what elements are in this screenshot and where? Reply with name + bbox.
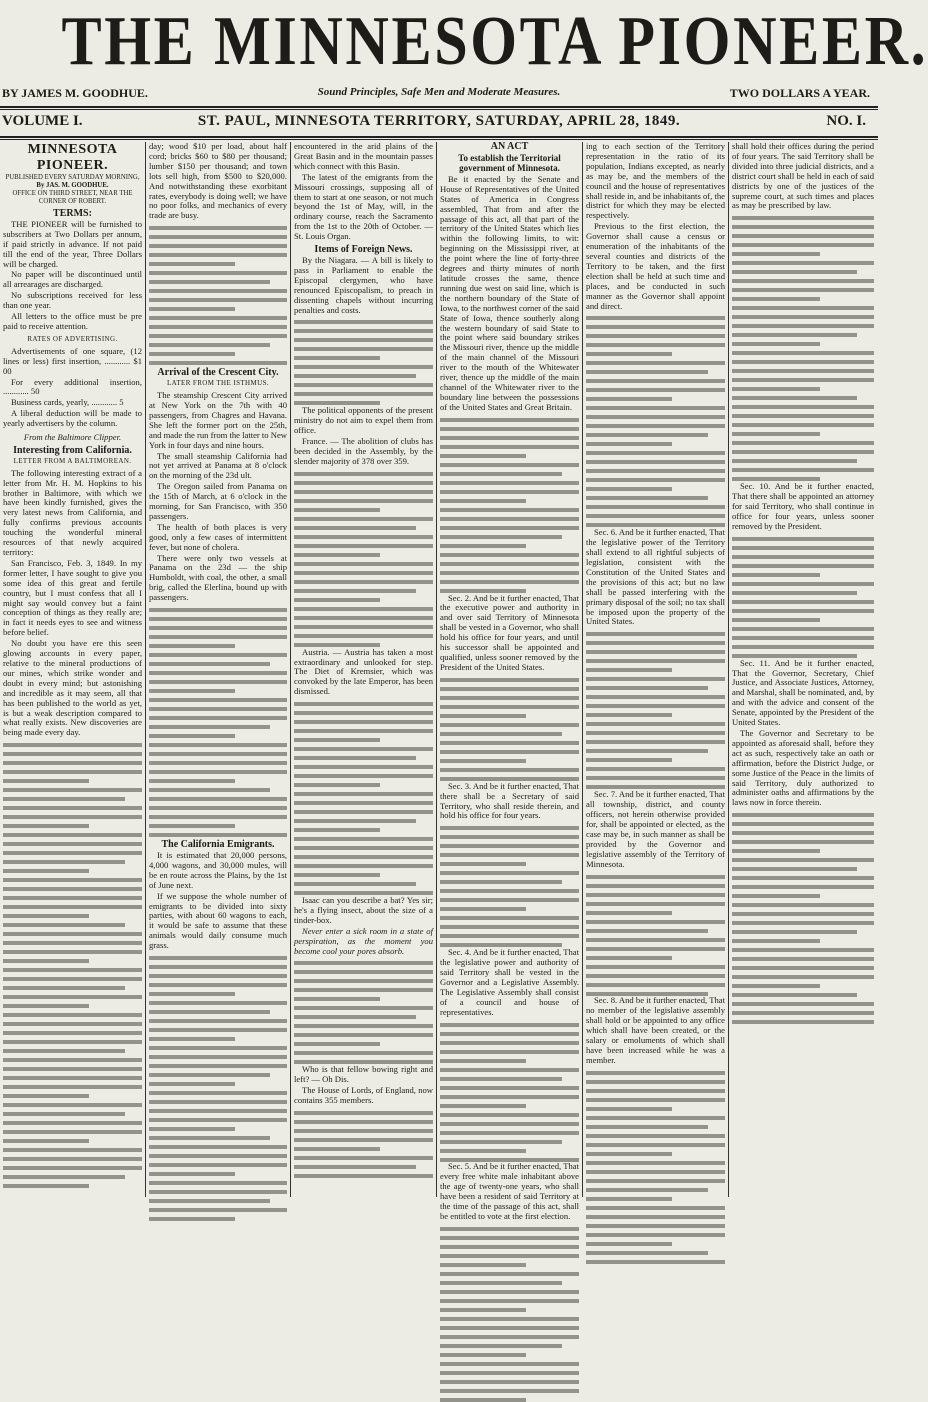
article-paragraph: The following interesting extract of a letter from Mr. H. M. Hopkins to his brother in Baltimore, with which we have been kindly furnished, gives the very latest news from California, and fully confirms previous accounts touching the wonderful mineral resources of that newly acquired territory:	[3, 467, 142, 557]
office-address: OFFICE ON THIRD STREET, NEAR THE CORNER OF ROBERT.	[12, 190, 133, 205]
rates-item: Advertisements of one square, (12 lines or less) first insertion, ............ $1 00	[3, 345, 142, 376]
article-paragraph: The Oregon sailed from Panama on the 15th of March, at 6 o'clock in the morning, for San Francisco, with 350 passengers.	[149, 481, 287, 521]
article-paragraph: By the Niagara. — A bill is likely to pass in Parliament to enable the Episcopal clergymen, who have renounced Episcopalism, to preach in dissenting chapels without incurring penalties and costs.	[294, 254, 433, 315]
text-lines	[294, 702, 433, 895]
column-3	[294, 142, 433, 1197]
act-heading: AN ACT	[490, 141, 529, 152]
article-paragraph: The small steamship California had not yet arrived at Panama at 8 o'clock on the morning of the 23d ult.	[149, 450, 287, 481]
text-lines	[732, 813, 874, 1024]
article-headline: Arrival of the Crescent City.	[157, 367, 279, 379]
article-headline: Items of Foreign News.	[314, 244, 413, 256]
act-section: Sec. 6. And be it further enacted, That the legislative power of the Territory shall extend to all rightful subjects of legislation, consistent with the Constitution of the United States and the provisions of this act; but no law shall be passed interfering with the primary disposal of the soil; no tax shall be imposed upon the property of the United States.	[586, 527, 725, 627]
terms-heading: TERMS:	[53, 208, 92, 219]
masthead-rule-bottom	[0, 109, 878, 110]
act-section: Be it enacted by the Senate and House of Representatives of the United States of America in Congress assembled, That from and after the passage of this act, all that part of the territory of the United States which lies within the following limits, to wit: beginning on the Mississippi river, at the point where the line of forty-three degrees and thirty minutes of north latitude crosses the same, thence running due west on said line, which is the northern boundary of the State of Iowa, to the northwest corner of the said State of Iowa, thence southerly along the western boundary of said State to the point where said boundary strikes the Missouri river, thence up the middle of the main channel of the Missouri river to the mouth of the Whitewater river, thence up the middle of the main channel of the Whitewater river to the boundary line between the possessions of the United States and Great Britain.	[440, 173, 579, 412]
article-paragraph: If we suppose the whole number of emigrants to be divided into sixty parties, with about 60 wagons to each, it would be safe to assume that these animals would daily consume much grass.	[149, 890, 287, 951]
article-headline: Interesting from California.	[13, 444, 132, 456]
article-paragraph: Who is that fellow bowing right and left? — Oh Dis.	[294, 1064, 433, 1085]
act-section: Sec. 5. And be it further enacted, That every free white male inhabitant above the age of twenty-one years, who shall have been a resident of said Territory at the time of the passage of this act, shall be entitled to vote at the first election.	[440, 1161, 579, 1221]
text-lines	[149, 608, 287, 837]
text-lines	[440, 418, 579, 593]
published-line: PUBLISHED EVERY SATURDAY MORNING,	[5, 174, 140, 181]
motto: Sound Principles, Safe Men and Moderate Measures.	[317, 86, 561, 98]
act-section: Sec. 4. And be it further enacted, That the legislative power and authority of said Territory shall be vested in the Governor and a Legislative Assembly. The Legislative Assembly shall consist of a council and house of representatives.	[440, 947, 579, 1017]
text-lines	[586, 875, 725, 996]
column-1	[3, 142, 142, 1197]
text-lines	[440, 1023, 579, 1162]
dateline: ST. PAUL, MINNESOTA TERRITORY, SATURDAY, APRIL 28, 1849.	[197, 113, 681, 129]
paper-name: MINNESOTA PIONEER.	[27, 142, 118, 173]
article-paragraph: The House of Lords, of England, now contains 355 members.	[294, 1085, 433, 1106]
column-divider	[436, 142, 437, 1197]
column-6	[732, 142, 874, 1197]
text-lines	[440, 826, 579, 947]
act-section: Sec. 3. And be it further enacted, That there shall be a Secretary of said Territory, who shall reside therein, and hold his office for four years.	[440, 780, 579, 821]
column-divider	[582, 142, 583, 1197]
act-section: Sec. 7. And be it further enacted, That all township, district, and county officers, not herein otherwise provided for, shall be appointed or elected, as the case may be, in such manner as shall be provided by the Governor and legislative assembly of the Territory of Minnesota.	[586, 789, 725, 869]
act-section: The Governor and Secretary to be appointed as aforesaid shall, before they act as such, respectively take an oath or affirmation, before the District Judge, or some Justice of the Peace in the limits of said Territory, duly authorized to administer oaths and affirmations by the laws now in force therein.	[732, 728, 874, 808]
published-by: By JAS. M. GOODHUE.	[36, 182, 109, 189]
act-subheading: To establish the Territorial government of Minnesota.	[458, 152, 561, 173]
column-divider	[145, 142, 146, 1197]
article-paragraph: Isaac can you describe a bat? Yes sir; he's a flying insect, about the size of a tinder-box.	[294, 895, 433, 925]
text-lines	[586, 632, 725, 789]
article-paragraph: The health of both places is very good, only a few cases of intermittent fever, but none of cholera.	[149, 521, 287, 552]
rates-item: A liberal deduction will be made to yearly advertisers by the column.	[3, 408, 142, 429]
article-paragraph: Austria. — Austria has taken a most extraordinary and unlooked for step. The Diet of Kremsier, which was convoked by the late Emperor, has been dismissed.	[294, 646, 433, 697]
masthead-rule-top	[0, 106, 878, 108]
rates-item: For every additional insertion, ............ 50	[3, 376, 142, 397]
terms-item: All letters to the office must be pre paid to receive attention.	[3, 311, 142, 331]
act-section: Sec. 8. And be it further enacted, That no member of the legislative assembly shall hold or be appointed to any office which shall have been created, or the salary or emoluments of which shall have been increased while he was a member.	[586, 995, 725, 1065]
text-lines	[149, 956, 287, 1221]
text-lines	[440, 678, 579, 781]
article-subhead: LETTER FROM A BALTIMOREAN.	[13, 456, 132, 465]
terms-item: No subscriptions received for less than one year.	[3, 290, 142, 311]
act-section: ing to each section of the Territory representation in the ratio of its population, Indians excepted, as nearly as may be, and the members of the council and the house of representatives shall reside in, and be inhabitants of, the district for which they may be elected respectively.	[586, 141, 725, 221]
column-4	[440, 141, 579, 1221]
dateline-rule	[0, 136, 878, 138]
text-lines	[294, 961, 433, 1064]
text-lines	[732, 216, 874, 481]
column-2	[149, 142, 287, 1197]
text-lines	[294, 1111, 433, 1178]
text-lines	[440, 1227, 579, 1402]
source-credit: From the Baltimore Clipper.	[23, 432, 122, 443]
article-paragraph: It is estimated that 20,000 persons, 4,000 wagons, and 30,000 mules, will be en route across the Plains, by the 1st of June next.	[149, 850, 287, 890]
text-lines	[294, 320, 433, 405]
article-paragraph: The latest of the emigrants from the Missouri crossings, supposing all of them to start at one season, or not much beyond the 1st of May, will, in the ordinary course, reach the Sacramento from the 1st to the 20th of October. — St. Louis Organ.	[294, 171, 433, 242]
act-section: Sec. 11. And be it further enacted, That the Governor, Secretary, Chief Justice, and Associate Justices, Attorney, and Marshal, shall be nominated, and, by and with the advice and consent of the Senate, appointed by the President of the United States.	[732, 657, 874, 728]
act-section: Previous to the first election, the Governor shall cause a census or enumeration of the inhabitants of the several counties and districts of the Territory to be taken, and the first election shall be held at such time and places, and be conducted in such manner as the Governor shall appoint and direct.	[586, 221, 725, 311]
dateline-rule-thin	[0, 139, 878, 140]
article-paragraph: No doubt you have ere this seen glowing accounts in every paper, relative to the mineral productions of our mines, which strike wonder and doubt in every mind; but astonishing and incredible as it may seem, all that has been published to the world as yet, is but a weak description compared to what really exists. New discoveries are being made every day.	[3, 638, 142, 738]
article-subhead: LATER FROM THE ISTHMUS.	[166, 379, 270, 388]
column-divider	[290, 142, 291, 1197]
rates-heading: RATES OF ADVERTISING.	[27, 334, 118, 343]
publisher-line: BY JAMES M. GOODHUE.	[2, 86, 148, 100]
article-paragraph: There were only two vessels at Panama on the 23d — the ship Humboldt, with coal, the other, a small brig, called the Elerlina, bound up with passengers.	[149, 552, 287, 603]
terms-item: THE PIONEER will be furnished to subscribers at Two Dollars per annum, if paid strictly in advance. If not paid till the end of the year, Three Dollars will be charged.	[3, 218, 142, 269]
article-paragraph: San Francisco, Feb. 3, 1849. In my former letter, I have sought to give you some idea of this great and fertile country, but I must confess that all I might say would convey but a faint conception of things as they really are; in fact it needs eyes to see and witness before belief.	[3, 557, 142, 638]
text-lines	[3, 743, 142, 1188]
article-paragraph: Never enter a sick room in a state of perspiration, as the moment you become cool your pores absorb.	[294, 925, 433, 956]
article-paragraph: France. — The abolition of clubs has been decided in the Assembly, by the slender majority of 378 over 359.	[294, 436, 433, 466]
terms-item: No paper will be discontinued until all arrearages are discharged.	[3, 269, 142, 290]
act-section: Sec. 2. And be it further enacted, That the executive power and authority in and over said Territory of Minnesota shall be vested in a Governor, who shall hold his office for four years, and until his successor shall be appointed and qualified, unless sooner removed by the President of the United States.	[440, 592, 579, 672]
act-section: shall hold their offices during the period of four years. The said Territory shall be divided into three judicial districts, and a district court shall be held in each of said districts by one of the justices of the supreme court, at such times and places as may be prescribed by law.	[732, 141, 874, 211]
article-paragraph: The steamship Crescent City arrived at New York on the 7th with 40 passengers, from Chagres and Havana. She left the former port on the 25th, and made the run from the latter to New York in four days and nine hours.	[149, 390, 287, 450]
article-paragraph: day; wood $10 per load, about half cord; bricks $60 to $80 per thousand; lumber $150 per thousand; and town lots sell high, from $500 to $20,000. And notwithstanding these exorbitant rates, everybody is doing well; we have no poor folks, and mechanics of every trade are busy.	[149, 141, 287, 221]
text-lines	[586, 1071, 725, 1264]
volume-label: VOLUME I.	[2, 113, 83, 129]
column-divider	[728, 142, 729, 1197]
act-section: Sec. 10. And be it further enacted, That there shall be appointed an attorney for said Territory, who shall continue in office for four years, unless sooner removed by the President.	[732, 481, 874, 531]
price-line: TWO DOLLARS A YEAR.	[729, 86, 870, 100]
masthead-title: THE MINNESOTA PIONEER.	[61, 3, 928, 80]
article-headline: The California Emigrants.	[161, 839, 275, 851]
text-lines	[294, 472, 433, 647]
rates-item: Business cards, yearly, ............ 5	[11, 397, 124, 408]
text-lines	[586, 316, 725, 527]
text-lines	[149, 226, 287, 365]
issue-number: NO. I.	[826, 113, 866, 129]
text-lines	[732, 537, 874, 658]
article-paragraph: encountered in the arid plains of the Great Basin and in the mountain passes which connect with this Basin.	[294, 141, 433, 171]
volume-bar	[0, 113, 878, 137]
column-5	[586, 142, 725, 1197]
article-paragraph: The political opponents of the present ministry do not aim to expel them from office.	[294, 405, 433, 436]
